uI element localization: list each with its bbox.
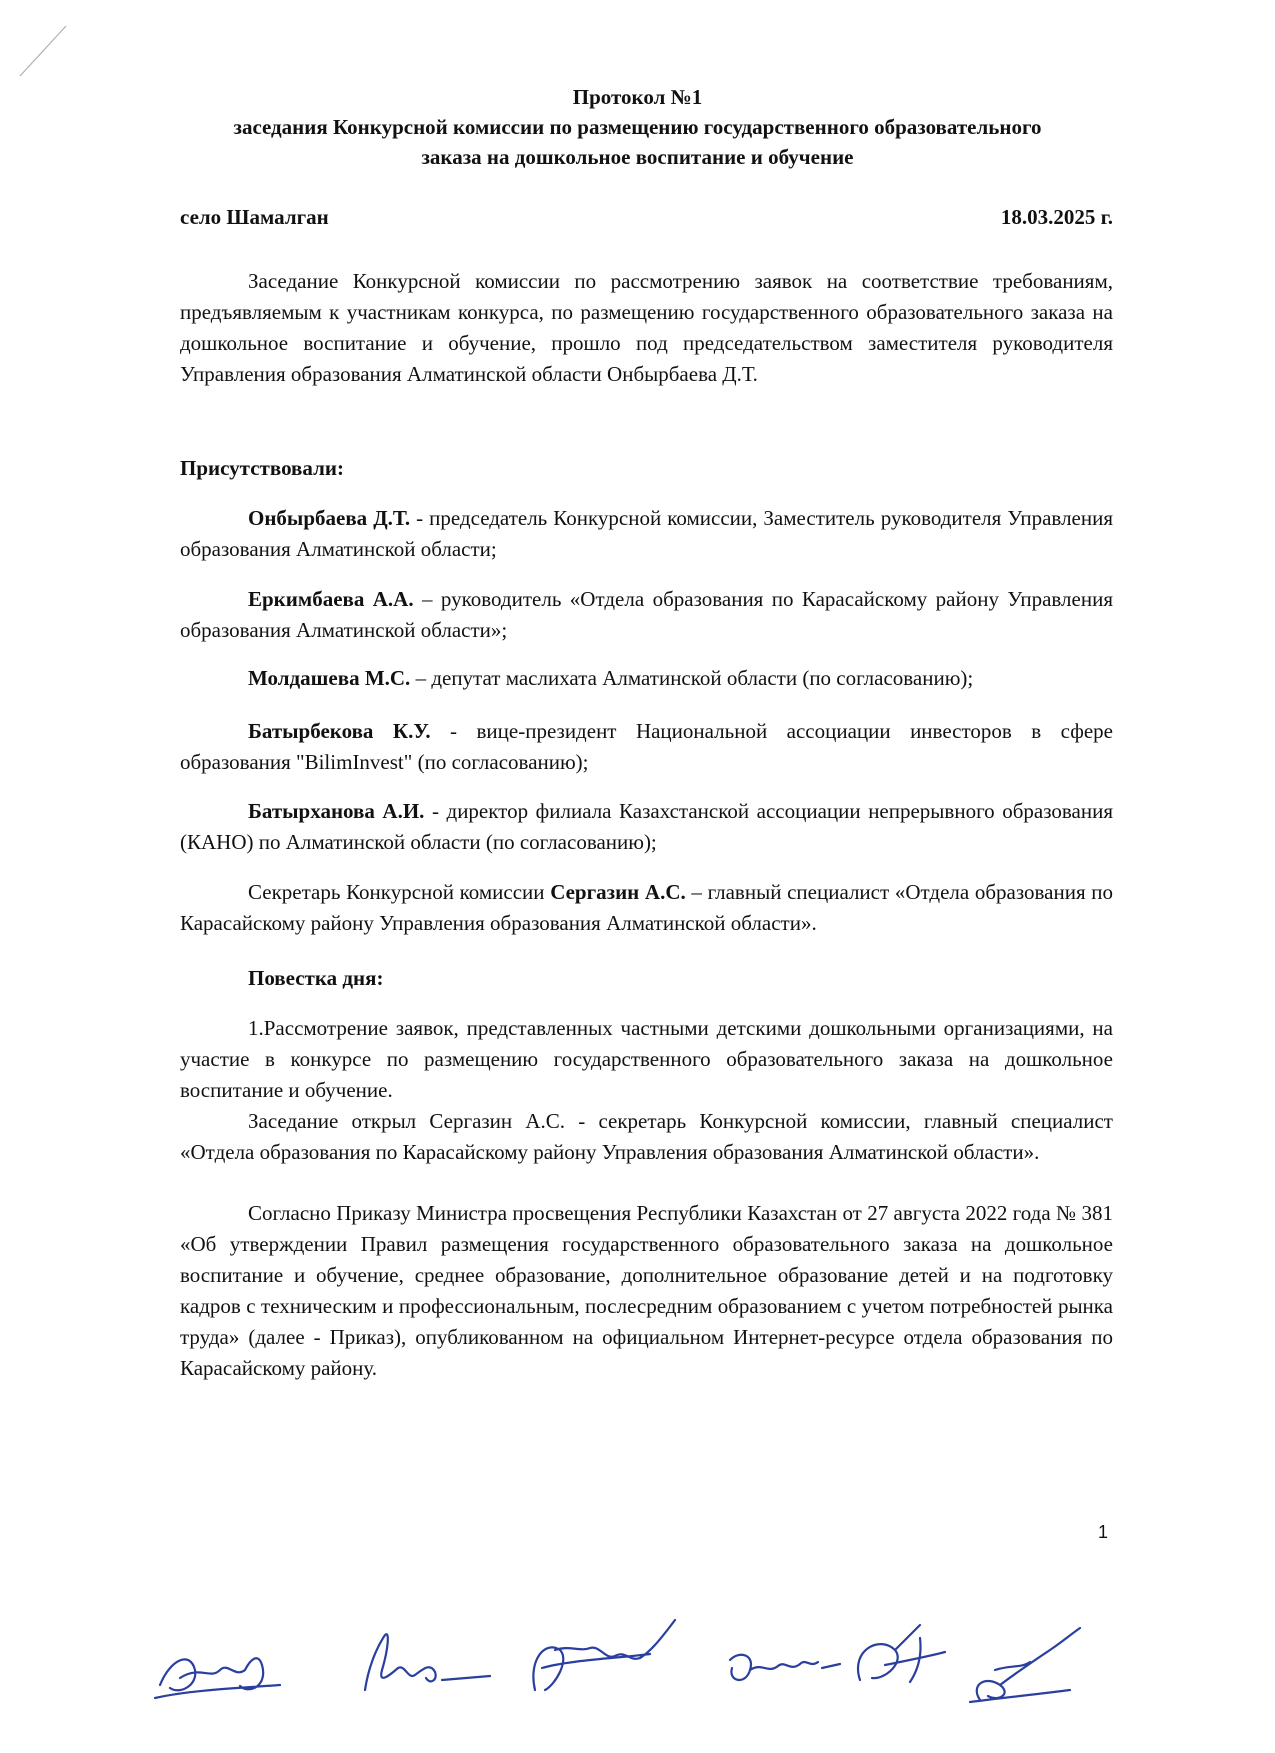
scan-artifact-line — [18, 20, 78, 80]
member-name: Батырханова А.И. — [248, 799, 425, 823]
signatures-row — [150, 1590, 1190, 1720]
secretary-name: Сергазин А.С. — [550, 880, 686, 904]
member-role: – депутат маслихата Алматинской области (по согласованию); — [410, 666, 974, 690]
signature-5 — [858, 1625, 945, 1682]
agenda-paragraph-2: Заседание открыл Сергазин А.С. - секретарь Конкурсной комиссии, главный специалист «Отдела образования по Карасайскому району Управления образования Алматинской области». — [180, 1109, 1113, 1164]
member-paragraph — [180, 796, 1113, 858]
member-name: Еркимбаева А.А. — [248, 587, 414, 611]
secretary-paragraph — [180, 877, 1113, 939]
signature-1 — [155, 1658, 280, 1698]
secretary-role: – главный специалист «Отдела образования по Карасайскому району Управления образования Алматинской области». — [180, 880, 1113, 935]
agenda-item-1: 1.Рассмотрение заявок, представленных частными детскими дошкольными организациями, на участие в конкурсе по размещению государственного образовательного заказа на дошкольное воспитание и обучение. — [180, 1016, 1113, 1102]
member-paragraph — [180, 584, 1113, 646]
member-paragraph — [180, 716, 1113, 778]
document-header — [150, 82, 1125, 172]
secretary-prefix: Секретарь Конкурсной комиссии — [248, 880, 551, 904]
protocol-subtitle-line2: заказа на дошкольное воспитание и обучение — [421, 145, 854, 169]
member-name: Молдашева М.С. — [248, 666, 411, 690]
place: село Шамалган — [180, 205, 329, 229]
signature-6 — [970, 1628, 1080, 1702]
protocol-title: Протокол №1 — [572, 85, 703, 109]
member-role: - председатель Конкурсной комиссии, Заместитель руководителя Управления образования Алматинской области; — [180, 506, 1114, 561]
member-role: – руководитель «Отдела образования по Карасайскому району Управления образования Алматинской области»; — [180, 587, 1113, 642]
member-role: - директор филиала Казахстанской ассоциации непрерывного образования (КАНО) по Алматинской области (по согласованию); — [180, 799, 1113, 854]
member-paragraph — [180, 663, 1113, 694]
agenda-paragraph-3: Согласно Приказу Министра просвещения Республики Казахстан от 27 августа 2022 года № 381 «Об утверждении Правил размещения государственного образовательного заказа на дошкольное воспитание и обучение, среднее образование, дополнительное образование детей и на подготовку кадров с техническим и профессиональным, послесредним образованием с учетом потребностей рынка труда» (далее - Приказ), опубликованном на официальном Интернет-ресурсе отдела образования по Карасайскому району. — [180, 1201, 1113, 1380]
date: 18.03.2025 г. — [1000, 205, 1113, 229]
member-paragraph — [180, 503, 1113, 565]
signature-4 — [730, 1655, 840, 1680]
agenda-heading: Повестка дня: — [248, 966, 384, 990]
page-number: 1 — [1098, 1522, 1109, 1542]
protocol-subtitle-line1: заседания Конкурсной комиссии по размещению государственного образовательного — [233, 115, 1042, 139]
member-name: Онбырбаева Д.Т. — [248, 506, 411, 530]
intro-paragraph: Заседание Конкурсной комиссии по рассмотрению заявок на соответствие требованиям, предъявляемым к участникам конкурса, по размещению государственного образовательного заказа на дошкольное воспитание и обучение, прошло под председательством заместителя руководителя Управления образования Алматинской области Онбырбаева Д.Т. — [180, 269, 1113, 386]
place-date-row — [180, 205, 1113, 230]
member-name: Батырбекова К.У. — [248, 719, 431, 743]
present-heading: Присутствовали: — [180, 456, 344, 480]
signature-2 — [365, 1634, 490, 1690]
signature-3 — [533, 1620, 675, 1690]
member-role: - вице-президент Национальной ассоциации инвесторов в сфере образования "BilimInvest" (по согласованию); — [180, 719, 1113, 774]
